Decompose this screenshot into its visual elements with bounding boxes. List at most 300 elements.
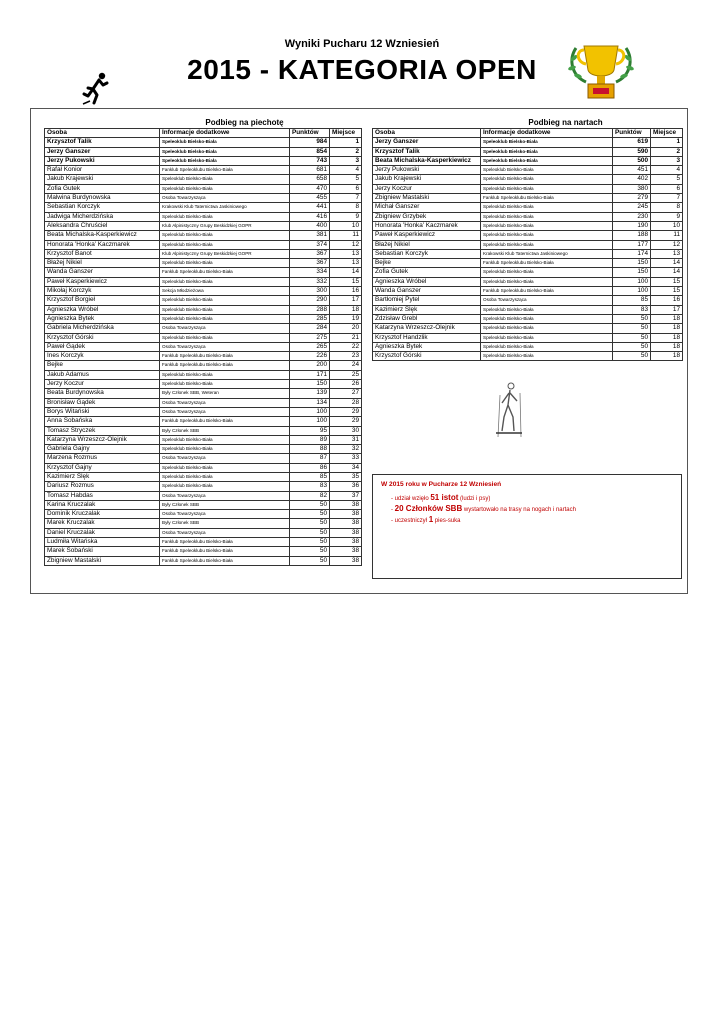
row-place: 9 <box>651 212 683 221</box>
row-place: 14 <box>651 268 683 277</box>
row-points: 50 <box>290 510 330 519</box>
row-points: 100 <box>613 277 651 286</box>
row-points: 279 <box>613 194 651 203</box>
col-header-name: Osoba <box>45 129 160 138</box>
table-row <box>45 259 362 268</box>
foot-run-section-title: Podbieg na piechotę <box>160 117 330 129</box>
row-points: 50 <box>290 556 330 565</box>
row-info: Fanklub Speleoklubu Bielsko-Biała <box>481 287 613 296</box>
row-name: Katarzyna Wrzeszcz-Olejnik <box>373 324 481 333</box>
row-name: Marzena Rozmus <box>45 454 160 463</box>
table-row <box>45 500 362 509</box>
row-name: Zbigniew Mastalski <box>45 556 160 565</box>
row-name: Bejke <box>45 361 160 370</box>
row-points: 85 <box>290 472 330 481</box>
row-info: Były Członek SBB <box>160 426 290 435</box>
col-header-info: Informacje dodatkowe <box>481 129 613 138</box>
row-name: Beata Michalska-Kasperkiewicz <box>45 231 160 240</box>
row-info: Speleoklub Bielsko-Biała <box>481 333 613 342</box>
row-name: Sebastian Korczyk <box>45 203 160 212</box>
row-name: Krzysztof Górski <box>45 333 160 342</box>
table-row <box>45 166 362 175</box>
row-points: 470 <box>290 184 330 193</box>
row-place: 35 <box>330 472 362 481</box>
table-row <box>45 538 362 547</box>
table-row <box>373 305 683 314</box>
row-points: 83 <box>613 305 651 314</box>
row-info: Speleoklub Bielsko-Biała <box>481 352 613 361</box>
row-name: Kazimierz Ślęk <box>45 472 160 481</box>
row-points: 188 <box>613 231 651 240</box>
row-points: 50 <box>290 538 330 547</box>
row-name: Dominik Kruczalak <box>45 510 160 519</box>
row-info: Osoba Towarzysząca <box>160 398 290 407</box>
row-info: Speleoklub Bielsko-Biała <box>481 314 613 323</box>
row-place: 22 <box>330 342 362 351</box>
table-row <box>45 528 362 537</box>
row-points: 50 <box>290 547 330 556</box>
row-name: Agnieszka Bytek <box>45 314 160 323</box>
table-row <box>45 482 362 491</box>
summary-box <box>372 474 682 579</box>
table-row <box>45 194 362 203</box>
row-points: 150 <box>613 259 651 268</box>
row-name: Agnieszka Wróbel <box>45 305 160 314</box>
row-info: Osoba Towarzysząca <box>160 510 290 519</box>
row-place: 34 <box>330 463 362 472</box>
row-info: Osoba Towarzysząca <box>160 491 290 500</box>
row-place: 20 <box>330 324 362 333</box>
row-points: 50 <box>290 500 330 509</box>
row-points: 150 <box>290 380 330 389</box>
row-name: Krzysztof Gajny <box>45 463 160 472</box>
row-info: Speleoklub Bielsko-Biała <box>160 240 290 249</box>
table-row <box>45 221 362 230</box>
row-points: 854 <box>290 147 330 156</box>
row-name: Tomasz Stryczek <box>45 426 160 435</box>
foot-run-table <box>44 117 362 566</box>
row-info: Speleoklub Bielsko-Biała <box>481 277 613 286</box>
row-name: Krzysztof Borgieł <box>45 296 160 305</box>
row-points: 139 <box>290 389 330 398</box>
row-points: 285 <box>290 314 330 323</box>
row-place: 24 <box>330 361 362 370</box>
row-info: Speleoklub Bielsko-Biała <box>160 259 290 268</box>
row-info: Klub Alpinistyczny Grupy Beskidzkiej GOPR <box>160 221 290 230</box>
row-name: Tomasz Habdas <box>45 491 160 500</box>
table-row <box>45 314 362 323</box>
row-info: Speleoklub Bielsko-Biała <box>481 268 613 277</box>
table-row <box>373 221 683 230</box>
row-name: Gabriela Gajny <box>45 445 160 454</box>
row-name: Jerzy Koczur <box>45 380 160 389</box>
table-row <box>45 240 362 249</box>
row-info: Osoba Towarzysząca <box>160 324 290 333</box>
table-row <box>45 212 362 221</box>
row-info: Fanklub Speleoklubu Bielsko-Biała <box>160 352 290 361</box>
row-place: 4 <box>330 166 362 175</box>
row-points: 177 <box>613 240 651 249</box>
summary-line-participants: - udział wzięło 51 istot (ludzi i psy) <box>391 493 491 502</box>
table-row <box>373 352 683 361</box>
row-place: 31 <box>330 435 362 444</box>
row-name: Michał Ganszer <box>373 203 481 212</box>
row-place: 1 <box>651 138 683 147</box>
row-name: Zbigniew Grzybek <box>373 212 481 221</box>
row-name: Agnieszka Wróbel <box>373 277 481 286</box>
row-points: 190 <box>613 221 651 230</box>
row-place: 38 <box>330 510 362 519</box>
row-name: Jakub Krajewski <box>45 175 160 184</box>
row-name: Bejke <box>373 259 481 268</box>
row-name: Anna Sobańska <box>45 417 160 426</box>
row-place: 29 <box>330 417 362 426</box>
row-name: Malwina Burdynowska <box>45 194 160 203</box>
row-place: 12 <box>330 240 362 249</box>
row-place: 38 <box>330 500 362 509</box>
row-name: Krzysztof Banot <box>45 249 160 258</box>
table-row <box>45 184 362 193</box>
table-row <box>373 268 683 277</box>
row-points: 743 <box>290 156 330 165</box>
table-row <box>45 389 362 398</box>
row-name: Honorata 'Honka' Kaczmarek <box>373 221 481 230</box>
table-row <box>45 203 362 212</box>
row-name: Zdzisław Grebl <box>373 314 481 323</box>
row-points: 451 <box>613 166 651 175</box>
row-info: Speleoklub Bielsko-Biała <box>160 463 290 472</box>
table-row <box>45 547 362 556</box>
row-points: 380 <box>613 184 651 193</box>
row-place: 12 <box>651 240 683 249</box>
row-place: 37 <box>330 491 362 500</box>
table-row <box>45 361 362 370</box>
row-name: Ines Korczyk <box>45 352 160 361</box>
row-points: 658 <box>290 175 330 184</box>
table-row <box>373 184 683 193</box>
row-points: 367 <box>290 259 330 268</box>
col-header-place: Miejsce <box>330 129 362 138</box>
table-row <box>373 240 683 249</box>
row-points: 275 <box>290 333 330 342</box>
row-name: Beata Michalska-Kasperkiewicz <box>373 156 481 165</box>
table-row <box>45 305 362 314</box>
row-points: 402 <box>613 175 651 184</box>
table-row <box>45 398 362 407</box>
row-points: 681 <box>290 166 330 175</box>
row-place: 15 <box>330 277 362 286</box>
row-info: Speleoklub Bielsko-Biała <box>481 212 613 221</box>
skier-icon <box>494 381 524 441</box>
row-points: 230 <box>613 212 651 221</box>
row-points: 150 <box>613 268 651 277</box>
table-row <box>45 352 362 361</box>
table-row <box>45 287 362 296</box>
table-row <box>373 212 683 221</box>
row-place: 36 <box>330 482 362 491</box>
row-info: Speleoklub Bielsko-Biała <box>160 435 290 444</box>
row-info: Speleoklub Bielsko-Biała <box>481 166 613 175</box>
row-info: Speleoklub Bielsko-Biała <box>160 482 290 491</box>
row-place: 6 <box>330 184 362 193</box>
row-points: 416 <box>290 212 330 221</box>
row-points: 100 <box>290 407 330 416</box>
row-name: Paweł Kasperkiewicz <box>373 231 481 240</box>
ski-run-table <box>372 117 683 361</box>
table-row <box>45 445 362 454</box>
row-info: Osoba Towarzysząca <box>160 194 290 203</box>
row-points: 367 <box>290 249 330 258</box>
row-name: Marek Sobański <box>45 547 160 556</box>
row-place: 10 <box>330 221 362 230</box>
row-name: Krzysztof Talik <box>45 138 160 147</box>
row-place: 7 <box>651 194 683 203</box>
row-name: Honorata 'Honka' Kaczmarek <box>45 240 160 249</box>
table-row <box>373 231 683 240</box>
row-name: Daniel Kruczalak <box>45 528 160 537</box>
table-row <box>45 231 362 240</box>
row-info: Speleoklub Bielsko-Biała <box>160 147 290 156</box>
row-name: Krzysztof Talik <box>373 147 481 156</box>
row-info: Speleoklub Bielsko-Biała <box>160 277 290 286</box>
ski-run-section-title: Podbieg na nartach <box>481 117 651 129</box>
row-points: 500 <box>613 156 651 165</box>
row-info: Fanklub Speleoklubu Bielsko-Biała <box>160 538 290 547</box>
row-points: 83 <box>290 482 330 491</box>
row-place: 10 <box>651 221 683 230</box>
row-place: 5 <box>651 175 683 184</box>
col-header-points: Punktów <box>290 129 330 138</box>
row-place: 13 <box>330 249 362 258</box>
table-row <box>45 510 362 519</box>
table-row <box>45 324 362 333</box>
table-row <box>45 472 362 481</box>
row-name: Jerzy Pukowski <box>373 166 481 175</box>
table-row <box>45 556 362 565</box>
row-place: 18 <box>651 352 683 361</box>
table-row <box>373 156 683 165</box>
row-points: 85 <box>613 296 651 305</box>
row-name: Borys Witański <box>45 407 160 416</box>
row-info: Speleoklub Bielsko-Biała <box>481 156 613 165</box>
table-row <box>45 491 362 500</box>
table-row <box>373 138 683 147</box>
row-info: Speleoklub Bielsko-Biała <box>481 231 613 240</box>
row-place: 11 <box>330 231 362 240</box>
row-name: Błażej Nikiel <box>373 240 481 249</box>
row-points: 619 <box>613 138 651 147</box>
row-info: Speleoklub Bielsko-Biała <box>160 370 290 379</box>
row-info: Speleoklub Bielsko-Biała <box>160 138 290 147</box>
table-row <box>45 407 362 416</box>
row-points: 86 <box>290 463 330 472</box>
row-info: Speleoklub Bielsko-Biała <box>481 240 613 249</box>
row-place: 14 <box>330 268 362 277</box>
table-row <box>45 296 362 305</box>
row-place: 19 <box>330 314 362 323</box>
row-points: 171 <box>290 370 330 379</box>
row-name: Jerzy Pukowski <box>45 156 160 165</box>
table-row <box>373 259 683 268</box>
row-place: 25 <box>330 370 362 379</box>
trophy-icon <box>566 40 636 104</box>
row-info: Speleoklub Bielsko-Biała <box>160 380 290 389</box>
row-info: Fanklub Speleoklubu Bielsko-Biała <box>160 361 290 370</box>
table-row <box>373 324 683 333</box>
row-info: Osoba Towarzysząca <box>481 296 613 305</box>
row-place: 18 <box>651 314 683 323</box>
row-name: Jerzy Koczur <box>373 184 481 193</box>
row-place: 2 <box>330 147 362 156</box>
row-place: 9 <box>330 212 362 221</box>
row-place: 11 <box>651 231 683 240</box>
row-points: 590 <box>613 147 651 156</box>
summary-line-members: - 20 Członków SBB wystartowało na trasy na nogach i nartach <box>391 504 576 513</box>
row-info: Krakowski Klub Taternictwa Jaskiniowego <box>481 249 613 258</box>
table-row <box>373 194 683 203</box>
col-header-info: Informacje dodatkowe <box>160 129 290 138</box>
row-place: 16 <box>651 296 683 305</box>
row-points: 82 <box>290 491 330 500</box>
row-name: Bartłomiej Pytel <box>373 296 481 305</box>
page-subtitle: Wyniki Pucharu 12 Wzniesień <box>284 38 440 50</box>
row-place: 8 <box>330 203 362 212</box>
row-points: 50 <box>290 519 330 528</box>
row-name: Krzysztof Górski <box>373 352 481 361</box>
row-name: Rafał Konior <box>45 166 160 175</box>
summary-title: W 2015 roku w Pucharze 12 Wzniesień <box>381 481 502 488</box>
row-name: Jadwiga Micherdzińska <box>45 212 160 221</box>
row-points: 441 <box>290 203 330 212</box>
table-row <box>45 519 362 528</box>
row-place: 29 <box>330 407 362 416</box>
row-points: 290 <box>290 296 330 305</box>
row-place: 5 <box>330 175 362 184</box>
row-place: 2 <box>651 147 683 156</box>
row-place: 38 <box>330 528 362 537</box>
row-info: Speleoklub Bielsko-Biała <box>160 296 290 305</box>
row-place: 18 <box>651 333 683 342</box>
table-row <box>373 314 683 323</box>
row-points: 400 <box>290 221 330 230</box>
row-info: Speleoklub Bielsko-Biała <box>481 342 613 351</box>
row-name: Jakub Adamus <box>45 370 160 379</box>
row-name: Ludmiła Witańska <box>45 538 160 547</box>
row-place: 38 <box>330 519 362 528</box>
row-info: Speleoklub Bielsko-Biała <box>160 184 290 193</box>
row-place: 8 <box>651 203 683 212</box>
table-row <box>373 249 683 258</box>
row-points: 174 <box>613 249 651 258</box>
row-place: 3 <box>651 156 683 165</box>
row-name: Wanda Ganszer <box>373 287 481 296</box>
table-row <box>45 333 362 342</box>
row-info: Speleoklub Bielsko-Biała <box>481 184 613 193</box>
row-info: Speleoklub Bielsko-Biała <box>481 147 613 156</box>
table-row <box>45 147 362 156</box>
row-info: Fanklub Speleoklubu Bielsko-Biała <box>160 417 290 426</box>
row-points: 100 <box>613 287 651 296</box>
row-points: 455 <box>290 194 330 203</box>
table-row <box>45 370 362 379</box>
row-place: 26 <box>330 380 362 389</box>
row-points: 88 <box>290 445 330 454</box>
row-info: Fanklub Speleoklubu Bielsko-Biała <box>160 556 290 565</box>
row-place: 3 <box>330 156 362 165</box>
row-info: Osoba Towarzysząca <box>160 342 290 351</box>
row-place: 13 <box>330 259 362 268</box>
row-info: Speleoklub Bielsko-Biała <box>160 472 290 481</box>
table-row <box>45 426 362 435</box>
row-points: 984 <box>290 138 330 147</box>
row-points: 284 <box>290 324 330 333</box>
row-points: 89 <box>290 435 330 444</box>
row-points: 381 <box>290 231 330 240</box>
row-points: 50 <box>613 352 651 361</box>
row-name: Beata Burdynowska <box>45 389 160 398</box>
row-info: Fanklub Speleoklubu Bielsko-Biała <box>160 166 290 175</box>
row-name: Mikołaj Korczyk <box>45 287 160 296</box>
row-points: 334 <box>290 268 330 277</box>
row-points: 95 <box>290 426 330 435</box>
row-place: 18 <box>651 342 683 351</box>
row-points: 374 <box>290 240 330 249</box>
row-place: 38 <box>330 538 362 547</box>
row-points: 50 <box>613 342 651 351</box>
row-place: 16 <box>330 287 362 296</box>
row-place: 13 <box>651 249 683 258</box>
runner-icon <box>82 72 110 106</box>
row-name: Paweł Gądek <box>45 342 160 351</box>
row-points: 50 <box>613 333 651 342</box>
row-info: Speleoklub Bielsko-Biała <box>481 305 613 314</box>
row-info: Speleoklub Bielsko-Biała <box>481 175 613 184</box>
row-info: Speleoklub Bielsko-Biała <box>481 221 613 230</box>
table-row <box>373 296 683 305</box>
row-place: 18 <box>330 305 362 314</box>
summary-line-dog: - uczestniczył 1 pies-suka <box>391 515 461 524</box>
row-place: 7 <box>330 194 362 203</box>
row-info: Były Członek SBB, Weteran <box>160 389 290 398</box>
row-name: Agnieszka Bytek <box>373 342 481 351</box>
row-info: Speleoklub Bielsko-Biała <box>481 203 613 212</box>
row-name: Jerzy Ganszer <box>373 138 481 147</box>
row-place: 28 <box>330 398 362 407</box>
table-row <box>373 175 683 184</box>
row-info: Klub Alpinistyczny Grupy Beskidzkiej GOPR <box>160 249 290 258</box>
row-name: Gabriela Micherdzińska <box>45 324 160 333</box>
row-info: Były Członek SBB <box>160 519 290 528</box>
row-name: Marek Kruczalak <box>45 519 160 528</box>
row-points: 245 <box>613 203 651 212</box>
table-row <box>45 249 362 258</box>
row-info: Speleoklub Bielsko-Biała <box>160 305 290 314</box>
table-row <box>373 203 683 212</box>
row-info: Speleoklub Bielsko-Biała <box>481 324 613 333</box>
row-place: 32 <box>330 445 362 454</box>
row-info: Fanklub Speleoklubu Bielsko-Biała <box>481 259 613 268</box>
row-info: Osoba Towarzysząca <box>160 528 290 537</box>
row-points: 50 <box>613 314 651 323</box>
row-points: 87 <box>290 454 330 463</box>
row-points: 300 <box>290 287 330 296</box>
row-place: 38 <box>330 547 362 556</box>
table-row <box>45 138 362 147</box>
row-points: 134 <box>290 398 330 407</box>
row-place: 23 <box>330 352 362 361</box>
row-place: 15 <box>651 277 683 286</box>
row-info: Były Członek SBB <box>160 500 290 509</box>
